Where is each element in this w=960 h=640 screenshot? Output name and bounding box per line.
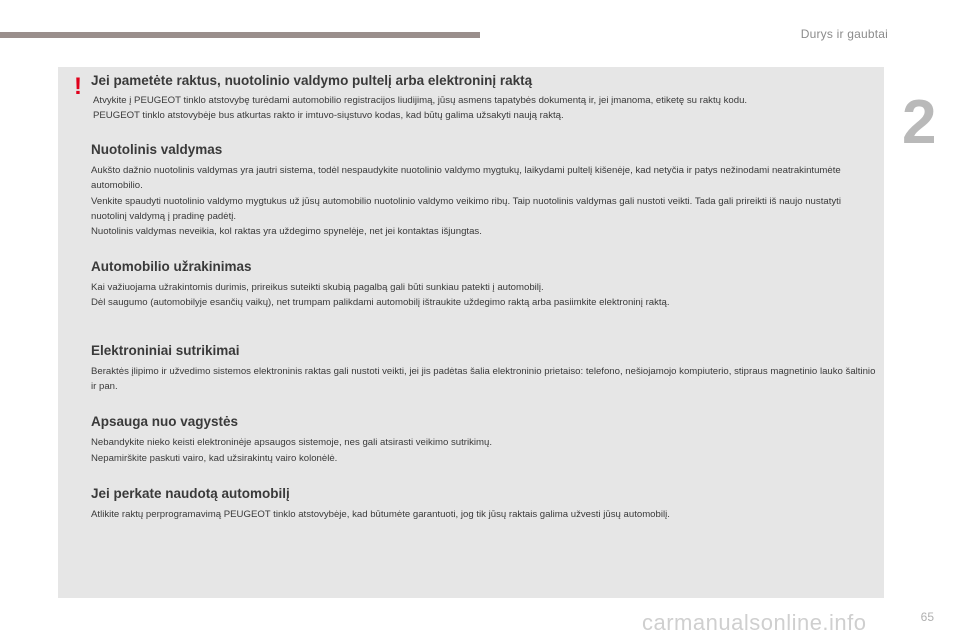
section-paragraph: Nuotolinis valdymas neveikia, kol raktas yra uždegimo spynelėje, net jei kontaktas išjungtas. — [91, 226, 482, 238]
warning-panel — [58, 67, 884, 598]
chapter-title: Durys ir gaubtai — [800, 27, 888, 41]
section-title: Apsauga nuo vagystės — [91, 414, 239, 430]
section-paragraph: Kai važiuojama užrakintomis durimis, prireikus suteikti skubią pagalbą gali būti sunkiau patekti į automobilį. — [91, 281, 544, 293]
section-vehicle-locking — [91, 259, 876, 311]
section-title: Jei pametėte raktus, nuotolinio valdymo pultelį arba elektroninį raktą — [91, 73, 533, 88]
section-title: Elektroniniai sutrikimai — [91, 342, 240, 358]
section-paragraph: Aukšto dažnio nuotolinis valdymas yra jautri sistema, todėl nespaudykite nuotolinio valdymo mygtukų, laikydami pultelį kišenėje, kad netyčia ir patys nežinodami neatrakintumėte automobilio. — [91, 164, 841, 192]
section-paragraph: Atvykite į PEUGEOT tinklo atstovybę turėdami automobilio registracijos liudijimą, jūsų asmens tapatybės dokumentą ir, jei įmanoma, etiketę su raktų kodu. — [93, 95, 748, 106]
chapter-number: 2 — [902, 88, 937, 157]
section-paragraph: Nepamirškite paskuti vairo, kad užsirakintų vairo kolonėlė. — [91, 452, 338, 464]
section-paragraph: Atlikite raktų perprogramavimą PEUGEOT tinklo atstovybėje, kad būtumėte garantuoti, jog tik jūsų raktais galima užvesti jūsų automobilį. — [91, 509, 670, 521]
section-used-vehicle — [91, 486, 876, 522]
section-paragraph: Beraktės įlipimo ir užvedimo sistemos elektroninis raktas gali nustoti veikti, jei jis padėtas šalia elektroninio prietaiso: telefono, nešiojamojo kompiuterio, stipraus magnetinio lauko šaltinio ir pan. — [91, 365, 876, 393]
section-anti-theft — [91, 414, 876, 466]
section-paragraph: Venkite spaudyti nuotolinio valdymo mygtukus už jūsų automobilio nuotolinio valdymo veikimo ribų. Taip nuotolinis valdymas gali nustoti veikti. Tada gali prireikti iš naujo nustatyti nuotolinį valdymą į pradinę padėtį. — [91, 195, 841, 223]
page-number: 65 — [920, 610, 934, 624]
header-accent-bar — [0, 32, 480, 38]
section-paragraph: Nebandykite nieko keisti elektroninėje apsaugos sistemoje, nes gali atsirasti veikimo sutrikimų. — [91, 437, 492, 449]
section-paragraph: Dėl saugumo (automobilyje esančių vaikų), net trumpam palikdami automobilį ištraukite uždegimo raktą arba pasiimkite elektroninį raktą. — [91, 297, 670, 309]
watermark: carmanualsonline.info — [642, 610, 867, 635]
section-paragraph: PEUGEOT tinklo atstovybėje bus atkurtas rakto ir imtuvo-siųstuvo kodas, kad būtų galima užsakyti naują raktą. — [93, 110, 564, 122]
section-title: Nuotolinis valdymas — [91, 141, 223, 157]
warning-exclamation-icon: ! — [74, 73, 82, 100]
section-remote-control — [91, 142, 876, 240]
section-title: Jei perkate naudotą automobilį — [91, 486, 290, 502]
section-lost-keys — [91, 73, 876, 124]
section-electronic-faults — [91, 343, 876, 395]
sections-container — [91, 73, 876, 523]
section-title: Automobilio užrakinimas — [91, 258, 252, 274]
